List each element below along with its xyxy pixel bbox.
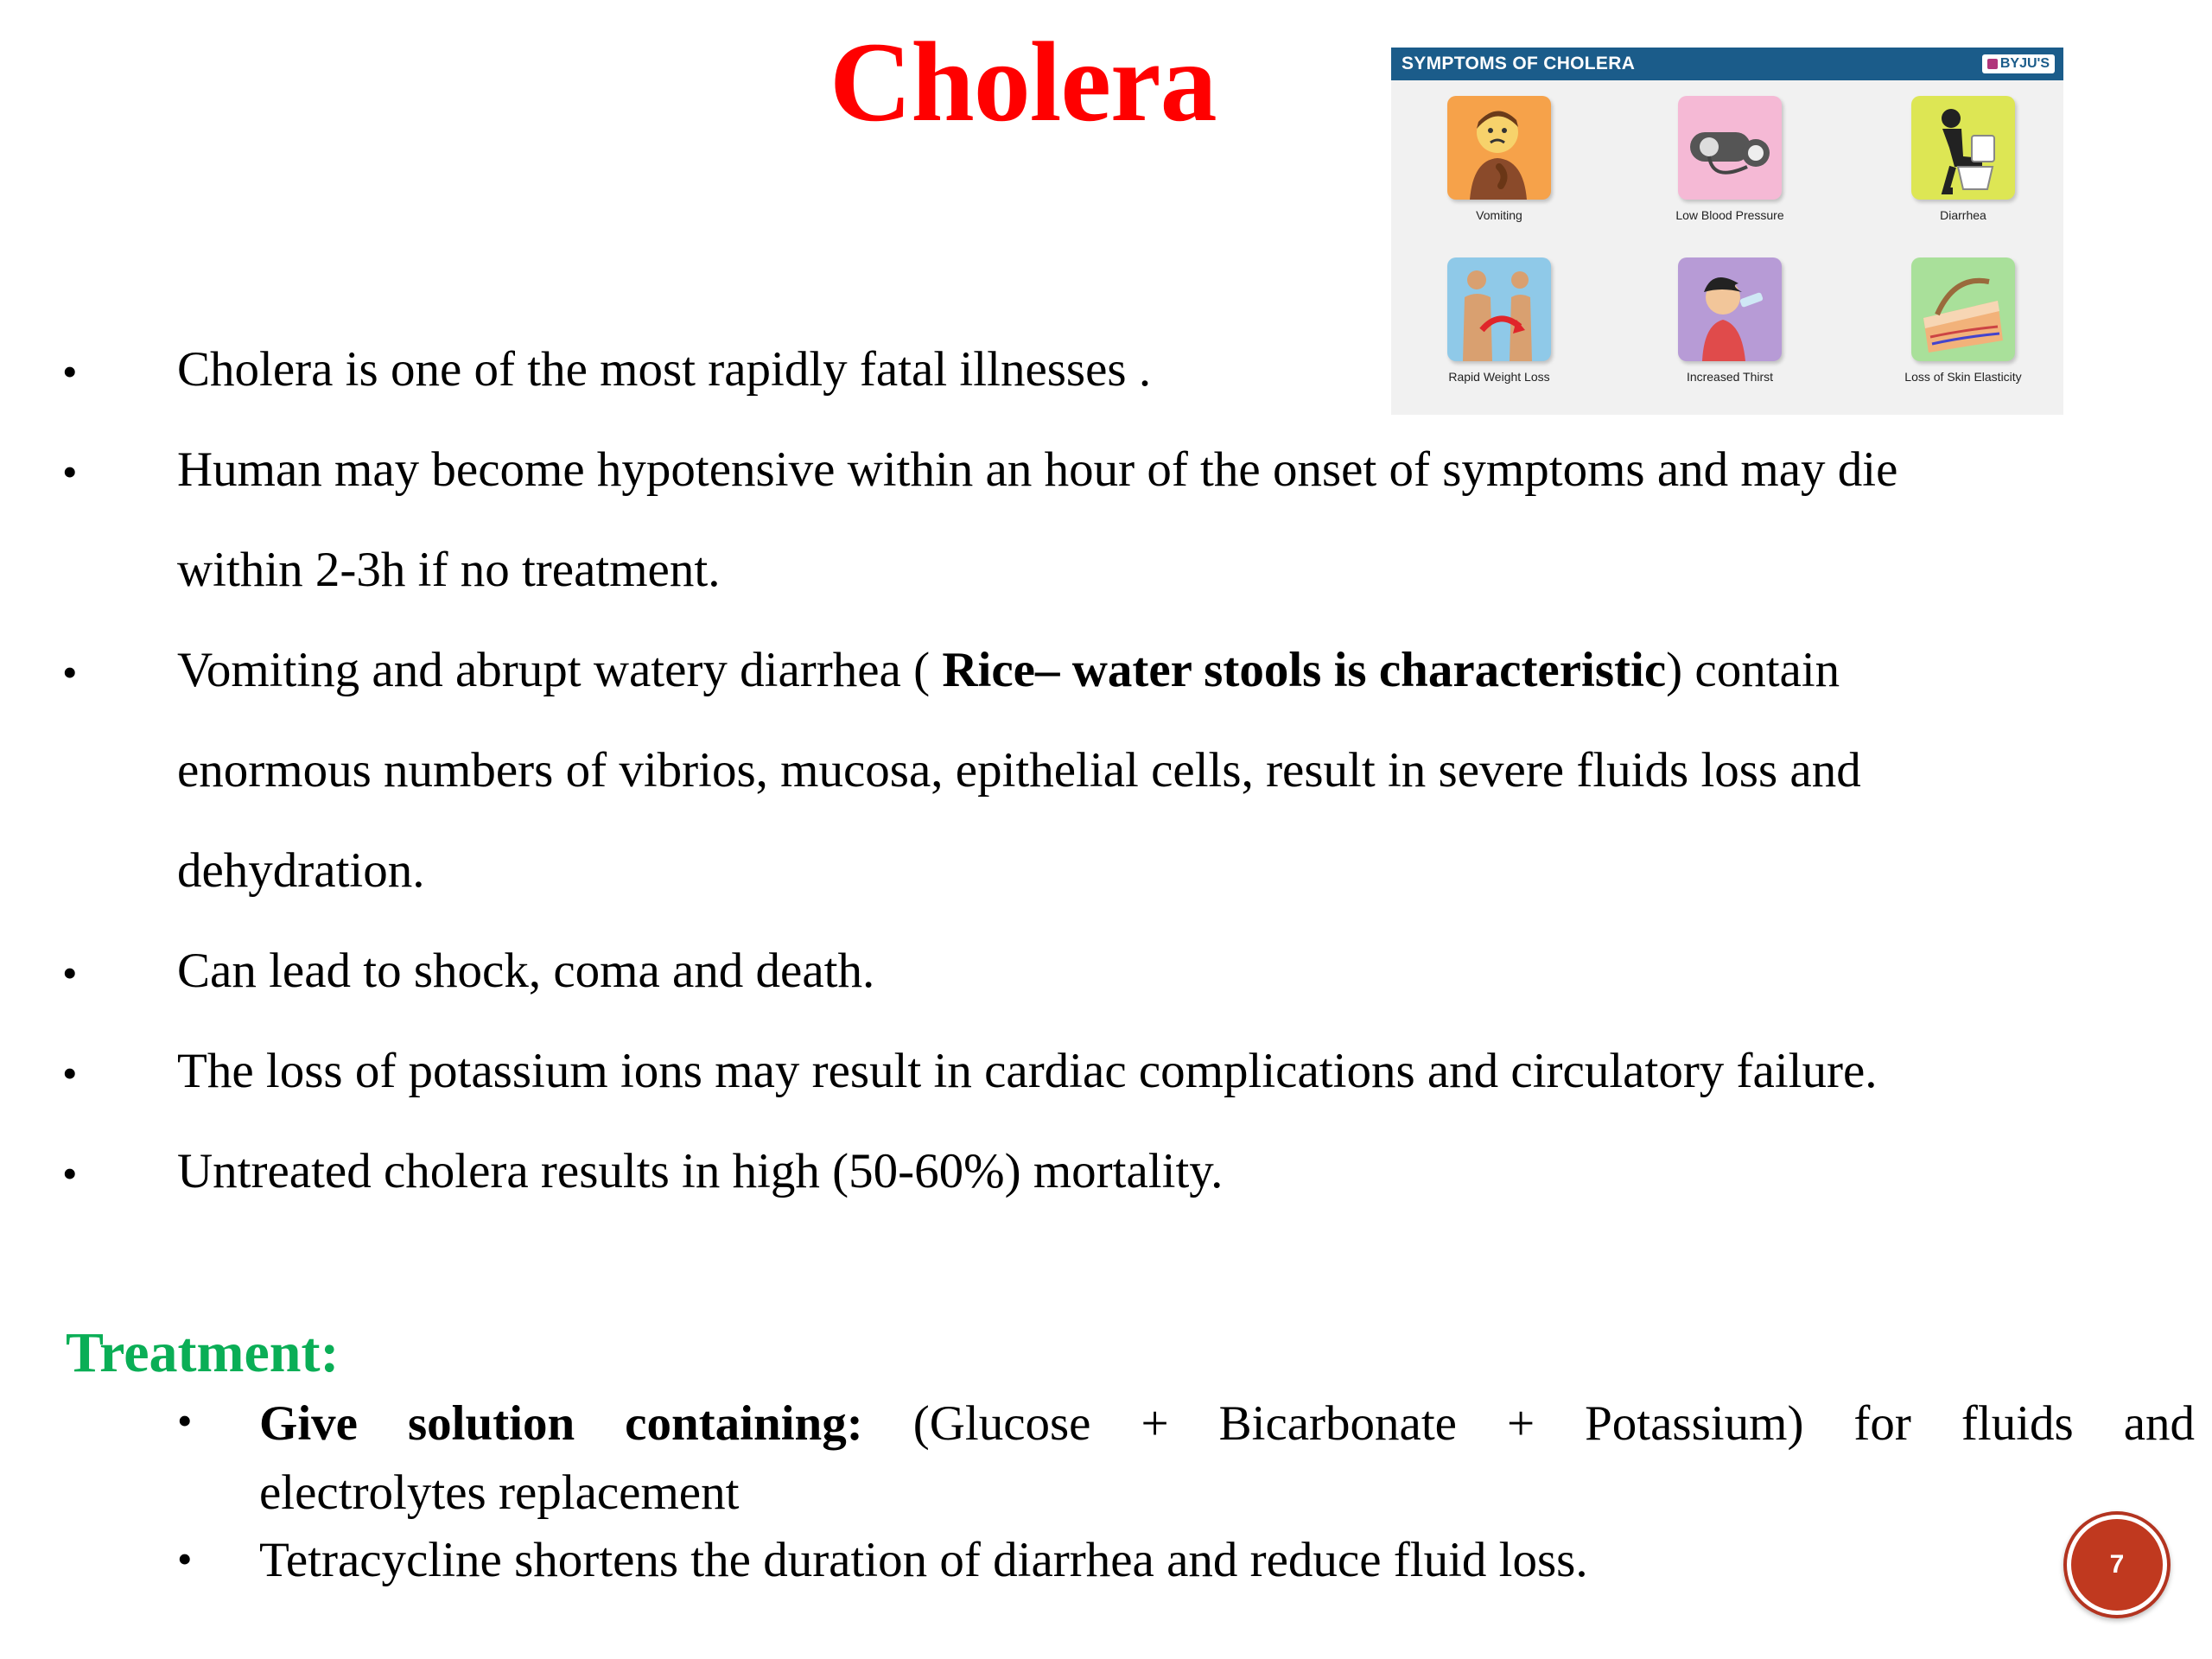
symptom-label: Rapid Weight Loss [1448, 370, 1550, 384]
symptom-label: Vomiting [1476, 208, 1522, 222]
symptom-rapid-weight-loss [1413, 257, 1586, 384]
bullet-text-line: within 2-3h if no treatment. [177, 543, 721, 597]
symptom-vomiting [1413, 96, 1586, 222]
bullet-text: The loss of potassium ions may result in cardiac complications and circulatory failure. [177, 1044, 1878, 1098]
symptom-label: Increased Thirst [1686, 370, 1774, 384]
symptom-label: Loss of Skin Elasticity [1904, 370, 2022, 384]
slide-title: Cholera [830, 18, 1217, 145]
treatment-heading: Treatment: [66, 1321, 340, 1384]
symptom-label: Low Blood Pressure [1675, 208, 1784, 222]
symptom-diarrhea [1877, 96, 2050, 222]
symptoms-grid [1391, 80, 2063, 415]
bullet-glyph: • [62, 1149, 78, 1198]
bullet-text: Cholera is one of the most rapidly fatal illnesses . [177, 342, 1152, 397]
byjus-logo [1982, 54, 2055, 73]
treatment-text-bold: Give solution containing: [259, 1396, 863, 1451]
treatment-text-line [259, 1389, 2195, 1459]
vomiting-icon [1447, 96, 1551, 200]
bullet-glyph: • [62, 648, 78, 696]
toilet-icon [1911, 96, 2015, 200]
bullet-glyph: • [62, 949, 78, 997]
bullet-glyph: • [177, 1535, 193, 1583]
skin-icon [1911, 257, 2015, 361]
symptom-loss-of-skin-elasticity [1877, 257, 2050, 384]
bullet-text-line: enormous numbers of vibrios, mucosa, epithelial cells, result in severe fluids loss and [177, 743, 1861, 798]
thirst-icon [1678, 257, 1782, 361]
weight-loss-icon [1447, 257, 1551, 361]
logo-mark-icon [1987, 59, 1998, 69]
bullet-glyph: • [177, 1396, 193, 1445]
bullet-text-line: dehydration. [177, 843, 425, 898]
symptom-label: Diarrhea [1940, 208, 1986, 222]
bullet-text: Can lead to shock, coma and death. [177, 944, 875, 998]
bullet-glyph: • [62, 1049, 78, 1097]
bullet-glyph: • [62, 448, 78, 496]
symptom-low-blood-pressure [1643, 96, 1816, 222]
infographic-header [1391, 48, 2063, 80]
bullet-text-line: Human may become hypotensive within an hour of the onset of symptoms and may die [177, 442, 1898, 497]
logo-text: BYJU'S [1999, 56, 2050, 71]
bullet-text-line [177, 641, 1840, 700]
bullet-glyph: • [62, 347, 78, 396]
page-number-badge: 7 [2071, 1519, 2163, 1611]
symptoms-infographic [1391, 48, 2063, 415]
bullet-text: Untreated cholera results in high (50-60%) mortality. [177, 1144, 1224, 1198]
infographic-title: SYMPTOMS OF CHOLERA [1402, 54, 1636, 73]
treatment-text-line: Tetracycline shortens the duration of diarrhea and reduce fluid loss. [259, 1533, 1588, 1587]
symptom-increased-thirst [1643, 257, 1816, 384]
bullet-text-pre: Vomiting and abrupt watery diarrhea ( [177, 643, 943, 697]
bullet-text-post: ) contain [1666, 643, 1840, 697]
treatment-text: (Glucose + Bicarbonate + Potassium) for fluids and [862, 1396, 2195, 1451]
bullet-text-bold: Rice– water stools is characteristic [942, 643, 1667, 697]
blood-pressure-icon [1678, 96, 1782, 200]
treatment-text-line: electrolytes replacement [259, 1465, 740, 1520]
